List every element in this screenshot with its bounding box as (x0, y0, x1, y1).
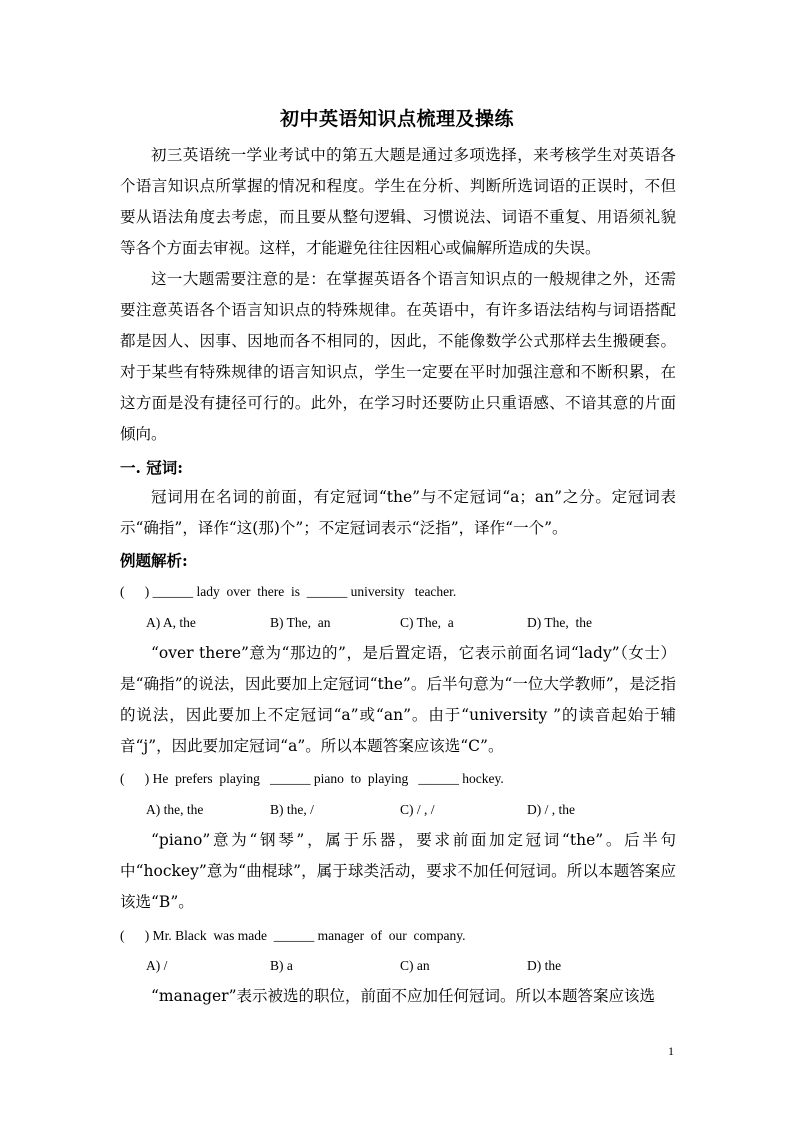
section-heading-articles: 一. 冠词: (120, 458, 184, 477)
question-1-option-c: C) The, a (400, 615, 454, 630)
intro-paragraph-2: 这一大题需要注意的是：在掌握英语各个语言知识点的一般规律之外，还需要注意英语各个语言知识点的特殊规律。在英语中，有许多语法结构与词语搭配都是因人、因事、因地而各不相同的，因此，不能像数学公式那样去生搬硬套。对于某些有特殊规律的语言知识点，学生一定要在平时加强注意和不断积累，在这方面是没有捷径可行的。此外，在学习时还要防止只重语感、不谙其意的片面倾向。 (120, 270, 676, 443)
question-1-option-d: D) The, the (527, 615, 592, 630)
question-3-option-c: C) an (400, 958, 430, 973)
question-3-option-d: D) the (527, 958, 562, 973)
section-articles-body: 冠词用在名词的前面，有定冠词“the”与不定冠词“a；an”之分。定冠词表示“确指”，译作“这(那)个”；不定冠词表示“泛指”，译作“一个”。 (120, 488, 676, 537)
question-2-option-b: B) the, / (270, 802, 314, 817)
question-2-stem: ( ) He prefers playing ______ piano to playing ______ hockey. (120, 771, 504, 786)
question-1-option-b: B) The, an (270, 615, 331, 630)
question-3-stem: ( ) Mr. Black was made ______ manager of our company. (120, 928, 466, 943)
question-2-option-d: D) / , the (527, 802, 575, 817)
question-3-explanation: “manager”表示被选的职位，前面不应加任何冠词。所以本题答案应该选 (151, 987, 656, 1005)
intro-paragraph-1: 初三英语统一学业考试中的第五大题是通过多项选择，来考核学生对英语各个语言知识点所掌握的情况和程度。学生在分析、判断所选词语的正误时，不但要从语法角度去考虑，而且要从整句逻辑、习惯说法、词语不重复、用语须礼貌等各个方面去审视。这样，才能避免往往因粗心或偏解所造成的失误。 (120, 146, 676, 257)
examples-heading: 例题解析: (120, 551, 188, 570)
question-1-stem: ( ) ______ lady over there is ______ university teacher. (120, 584, 457, 599)
question-3-option-b: B) a (270, 958, 293, 973)
question-2-option-c: C) / , / (400, 802, 435, 817)
page-number: 1 (668, 1044, 674, 1058)
question-2-option-a: A) the, the (146, 802, 204, 817)
document-title: 初中英语知识点梳理及操练 (279, 108, 514, 130)
question-2-explanation: “piano”意为“钢琴”，属于乐器，要求前面加定冠词“the”。后半句中“hockey”意为“曲棍球”，属于球类活动，要求不加任何冠词。所以本题答案应该选“B”。 (120, 831, 676, 911)
question-1-option-a: A) A, the (146, 615, 196, 630)
question-1-explanation: “over there”意为“那边的”，是后置定语，它表示前面名词“lady”（女士）是“确指”的说法，因此要加上定冠词“the”。后半句意为“一位大学教师”，是泛指的说法，因此要加上不定冠词“a”或“an”。由于“university ”的读音起始于辅音“j”，因此要加定冠词“a”。所以本题答案应该选“C”。 (120, 644, 676, 755)
question-3-option-a: A) / (146, 958, 168, 973)
